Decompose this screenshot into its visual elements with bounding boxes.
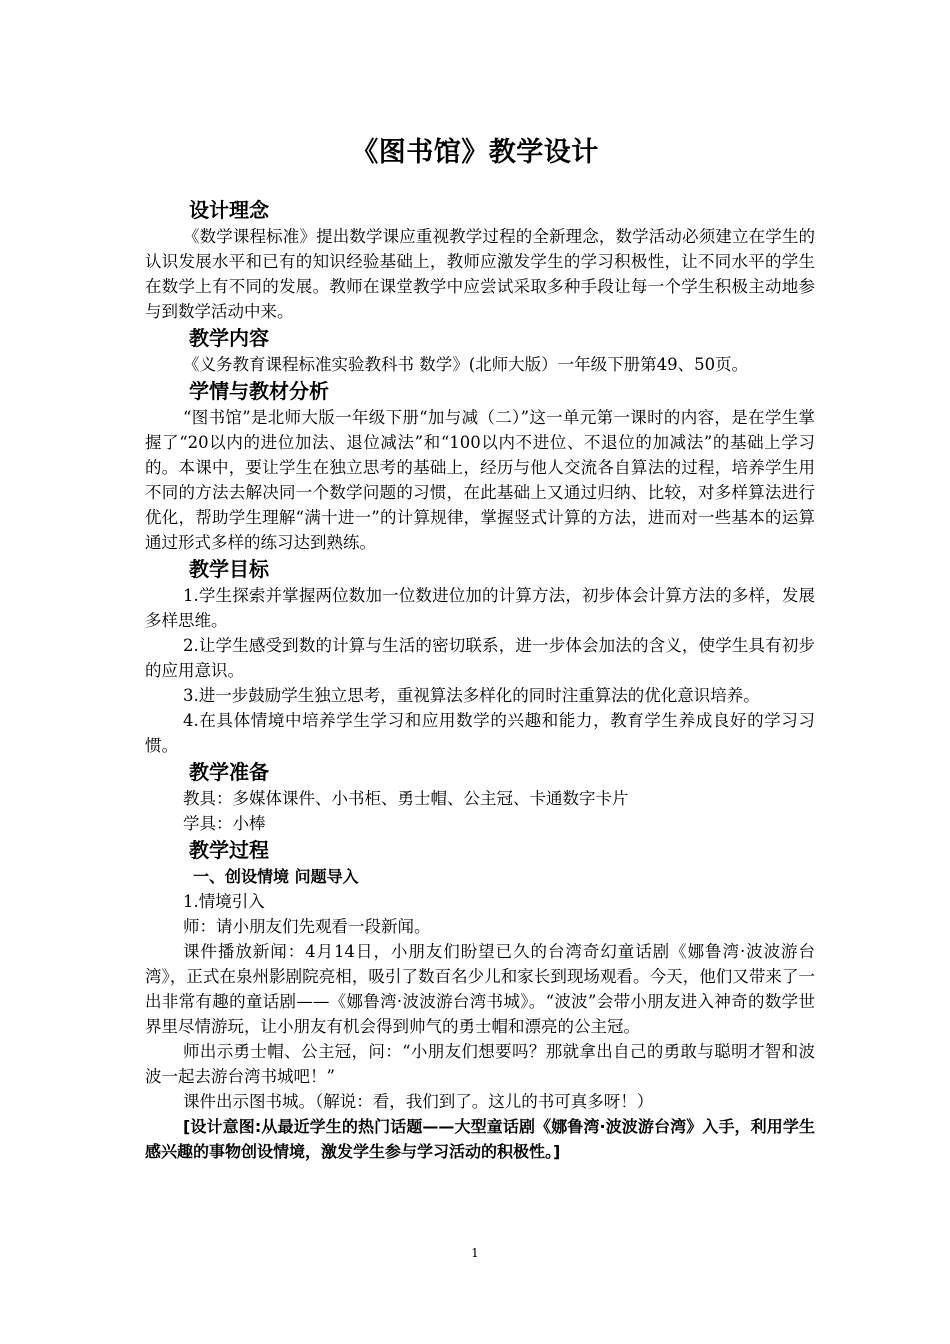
prep-teacher: 教具：多媒体课件、小书柜、勇士帽、公主冠、卡通数字卡片: [183, 789, 629, 808]
section-heading-design-concept: 设计理念: [189, 198, 269, 222]
page-title: 《图书馆》教学设计: [351, 137, 599, 168]
step-subtitle: 1.情境引入: [183, 892, 265, 911]
design-intent-note: [设计意图:从最近学生的热门话题——大型童话剧《娜鲁湾·波波游台湾》入手，利用学生感兴趣的事物创设情境，激发学生参与学习活动的积极性。]: [145, 1117, 815, 1161]
paragraph: 《义务教育课程标准实验教科书 数学》(北师大版）一年级下册第49、50页。: [183, 355, 749, 374]
section-heading-content: 教学内容: [189, 326, 269, 350]
page-number: 1: [471, 1246, 479, 1260]
paragraph: 课件播放新闻：4月14日，小朋友们盼望已久的台湾奇幻童话剧《娜鲁湾·波波游台湾》，正式在泉州影剧院亮相，吸引了数百名少儿和家长到现场观看。今天，他们又带来了一出非常有趣的童话剧——《娜鲁湾·波波游台湾书城》。“波波”会带小朋友进入神奇的数学世界里尽情游玩，让小朋友有机会得到帅气的勇士帽和漂亮的公主冠。: [145, 942, 815, 1036]
paragraph: 师出示勇士帽、公主冠，问：“小朋友们想要吗？那就拿出自己的勇敢与聪明才智和波波一起去游台湾书城吧！”: [145, 1042, 815, 1086]
paragraph: “图书馆”是北师大版一年级下册“加与减（二）”这一单元第一课时的内容，是在学生掌握了“20以内的进位加法、退位减法”和“100以内不进位、不退位的加减法”的基础上学习的。本课中，要让学生在独立思考的基础上，经历与他人交流各自算法的过程，培养学生用不同的方法去解决同一个数学问题的习惯，在此基础上又通过归纳、比较，对多样算法进行优化，帮助学生理解“满十进一”的计算规律，掌握竖式计算的方法，进而对一些基本的运算通过形式多样的练习达到熟练。: [145, 408, 815, 552]
paragraph: 课件出示图书城。（解说：看，我们到了。这儿的书可真多呀！）: [183, 1092, 654, 1111]
goal-item: 2.让学生感受到数的计算与生活的密切联系，进一步体会加法的含义，使学生具有初步的应用意识。: [145, 636, 815, 680]
paragraph: 师：请小朋友们先观看一段新闻。: [183, 917, 431, 936]
step-title: 一、创设情境 问题导入: [193, 867, 359, 886]
section-heading-goals: 教学目标: [189, 557, 269, 581]
goal-item: 1.学生探索并掌握两位数加一位数进位加的计算方法，初步体会计算方法的多样，发展多样思维。: [145, 586, 815, 630]
goal-item: 4.在具体情境中培养学生学习和应用数学的兴趣和能力，教育学生养成良好的学习习惯。: [145, 711, 815, 755]
goal-item: 3.进一步鼓励学生独立思考，重视算法多样化的同时注重算法的优化意识培养。: [183, 686, 760, 705]
section-heading-analysis: 学情与教材分析: [189, 379, 329, 403]
section-heading-preparation: 教学准备: [189, 760, 269, 784]
paragraph: 《数学课程标准》提出数学课应重视教学过程的全新理念，数学活动必须建立在学生的认识发展水平和已有的知识经验基础上，教师应激发学生的学习积极性，让不同水平的学生在数学上有不同的发展。教师在课堂教学中应尝试采取多种手段让每一个学生积极主动地参与到数学活动中来。: [145, 227, 815, 321]
prep-student: 学具：小棒: [183, 814, 266, 833]
document-body: [145, 196, 815, 1164]
section-heading-process: 教学过程: [189, 838, 269, 862]
